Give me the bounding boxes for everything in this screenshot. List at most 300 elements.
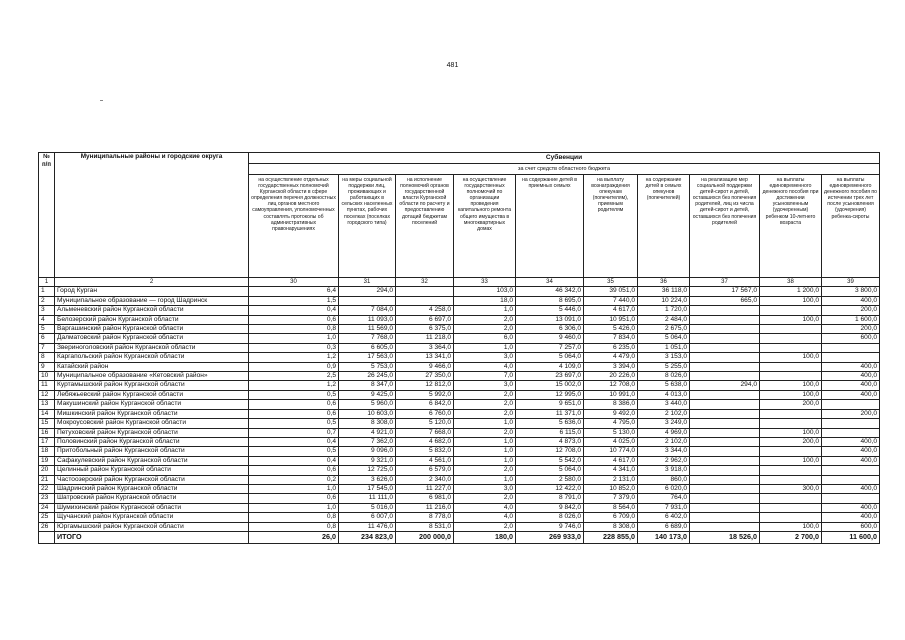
value-cell: 6 115,0 xyxy=(516,428,584,437)
row-number: 20 xyxy=(39,466,55,475)
value-cell: 9 096,0 xyxy=(339,447,396,456)
region-name: Юргамышский район Курганской области xyxy=(55,522,249,531)
value-cell: 200,0 xyxy=(822,306,880,315)
value-cell: 11 093,0 xyxy=(339,315,396,324)
value-cell: 3 364,0 xyxy=(396,343,454,352)
value-cell xyxy=(690,362,760,371)
value-cell: 1,0 xyxy=(454,343,516,352)
value-cell: 1,2 xyxy=(249,353,339,362)
row-number: 10 xyxy=(39,372,55,381)
value-cell: 2,0 xyxy=(454,409,516,418)
column-number: 35 xyxy=(584,278,638,287)
table-row xyxy=(39,390,880,399)
value-cell: 200,0 xyxy=(760,400,822,409)
value-cell: 0,9 xyxy=(249,362,339,371)
value-cell: 7 440,0 xyxy=(584,296,638,305)
value-cell: 0,6 xyxy=(249,409,339,418)
value-cell: 0,2 xyxy=(249,475,339,484)
value-cell: 17 545,0 xyxy=(339,484,396,493)
value-cell: 3 918,0 xyxy=(638,466,690,475)
value-cell: 39 051,0 xyxy=(584,287,638,296)
region-name: Каргапольский район Курганской области xyxy=(55,353,249,362)
value-cell: 11 111,0 xyxy=(339,494,396,503)
value-cell xyxy=(760,466,822,475)
value-cell xyxy=(690,409,760,418)
column-number: 30 xyxy=(249,278,339,287)
row-number: 12 xyxy=(39,390,55,399)
row-number: 16 xyxy=(39,428,55,437)
scan-speck xyxy=(100,100,103,101)
value-cell: 400,0 xyxy=(822,484,880,493)
value-cell xyxy=(760,494,822,503)
total-empty-cell xyxy=(39,531,55,543)
header-subsidies: Субвенции xyxy=(249,153,880,164)
row-number: 14 xyxy=(39,409,55,418)
value-cell: 2 675,0 xyxy=(638,325,690,334)
value-cell: 6 402,0 xyxy=(638,513,690,522)
value-cell: 5 992,0 xyxy=(396,390,454,399)
value-cell xyxy=(760,372,822,381)
value-cell: 8 347,0 xyxy=(339,381,396,390)
table-row xyxy=(39,475,880,484)
table-row xyxy=(39,381,880,390)
value-cell: 665,0 xyxy=(690,296,760,305)
column-number: 34 xyxy=(516,278,584,287)
value-cell: 11 371,0 xyxy=(516,409,584,418)
region-name: Звериноголовский район Курганской области xyxy=(55,343,249,352)
table-row xyxy=(39,522,880,531)
region-name: Щучанский район Курганской области xyxy=(55,513,249,522)
value-cell: 400,0 xyxy=(822,503,880,512)
table-row xyxy=(39,334,880,343)
row-number: 19 xyxy=(39,456,55,465)
region-name: Целинный район Курганской области xyxy=(55,466,249,475)
value-cell xyxy=(690,494,760,503)
table-row xyxy=(39,353,880,362)
value-cell xyxy=(690,353,760,362)
value-cell: 5 064,0 xyxy=(516,466,584,475)
value-cell: 1,0 xyxy=(454,456,516,465)
value-cell: 7,0 xyxy=(454,372,516,381)
value-cell: 0,5 xyxy=(249,419,339,428)
value-cell: 2,0 xyxy=(454,325,516,334)
value-cell: 3,0 xyxy=(454,484,516,493)
value-cell: 23 697,0 xyxy=(516,372,584,381)
table-row xyxy=(39,343,880,352)
value-cell: 100,0 xyxy=(760,522,822,531)
value-cell: 1 200,0 xyxy=(760,287,822,296)
value-cell: 400,0 xyxy=(822,372,880,381)
value-cell: 8 386,0 xyxy=(584,400,638,409)
table-row xyxy=(39,372,880,381)
value-cell: 0,7 xyxy=(249,428,339,437)
table-row xyxy=(39,456,880,465)
header-region: Муниципальные районы и городские округа xyxy=(55,153,249,278)
value-cell: 1,0 xyxy=(249,484,339,493)
region-name: Муниципальное образование «Кетовский район» xyxy=(55,372,249,381)
column-header: на реализацию мер социальной поддержки детей-сирот и детей, оставшихся без попечения родителей, лиц из числа детей-сирот и детей, оставшихся без попечения родителей xyxy=(690,175,760,278)
value-cell: 1,0 xyxy=(249,334,339,343)
value-cell: 6,4 xyxy=(249,287,339,296)
region-name: Город Курган xyxy=(55,287,249,296)
value-cell: 5 120,0 xyxy=(396,419,454,428)
value-cell: 2,0 xyxy=(454,390,516,399)
value-cell: 9 842,0 xyxy=(516,503,584,512)
total-value: 2 700,0 xyxy=(760,531,822,543)
column-number: 38 xyxy=(760,278,822,287)
total-label: ИТОГО xyxy=(55,531,249,543)
row-number: 13 xyxy=(39,400,55,409)
value-cell xyxy=(690,522,760,531)
value-cell: 4 013,0 xyxy=(638,390,690,399)
region-name: Белозерский район Курганской области xyxy=(55,315,249,324)
total-value: 200 000,0 xyxy=(396,531,454,543)
table-row xyxy=(39,428,880,437)
value-cell: 600,0 xyxy=(822,334,880,343)
value-cell: 9 460,0 xyxy=(516,334,584,343)
value-cell: 20 226,0 xyxy=(584,372,638,381)
value-cell: 2 580,0 xyxy=(516,475,584,484)
column-header: на выплаты единовременного денежного пособия по истечении трех лет после усыновления (удочерения) ребенка-сироты xyxy=(822,175,880,278)
value-cell: 100,0 xyxy=(760,456,822,465)
value-cell: 5 542,0 xyxy=(516,456,584,465)
value-cell: 4 341,0 xyxy=(584,466,638,475)
region-name: Притобольный район Курганской области xyxy=(55,447,249,456)
value-cell xyxy=(690,390,760,399)
value-cell: 18,0 xyxy=(454,296,516,305)
value-cell xyxy=(822,494,880,503)
value-cell: 4 258,0 xyxy=(396,306,454,315)
row-number: 24 xyxy=(39,503,55,512)
value-cell: 0,5 xyxy=(249,390,339,399)
table-row xyxy=(39,437,880,446)
total-value: 234 823,0 xyxy=(339,531,396,543)
column-header: на выплату вознаграждения опекунам (попечителям), приемным родителям xyxy=(584,175,638,278)
row-number: 2 xyxy=(39,296,55,305)
value-cell: 3 626,0 xyxy=(339,475,396,484)
region-name: Альменевский район Курганской области xyxy=(55,306,249,315)
value-cell xyxy=(690,437,760,446)
table-row xyxy=(39,315,880,324)
value-cell xyxy=(822,466,880,475)
value-cell xyxy=(822,353,880,362)
column-number: 31 xyxy=(339,278,396,287)
value-cell: 3 440,0 xyxy=(638,400,690,409)
column-header: на выплаты единовременного денежного пособия при достижении усыновленным (удочеренным) ребенком 10-летнего возраста xyxy=(760,175,822,278)
value-cell xyxy=(690,325,760,334)
value-cell: 10 852,0 xyxy=(584,484,638,493)
value-cell: 7 084,0 xyxy=(339,306,396,315)
value-cell: 6 306,0 xyxy=(516,325,584,334)
value-cell: 46 342,0 xyxy=(516,287,584,296)
value-cell: 2,0 xyxy=(454,315,516,324)
value-cell: 2,0 xyxy=(454,400,516,409)
value-cell: 9 425,0 xyxy=(339,390,396,399)
value-cell: 100,0 xyxy=(760,381,822,390)
table-row xyxy=(39,409,880,418)
value-cell: 2 102,0 xyxy=(638,437,690,446)
value-cell: 27 350,0 xyxy=(396,372,454,381)
region-name: Сафакулевский район Курганской области xyxy=(55,456,249,465)
value-cell: 7 257,0 xyxy=(516,343,584,352)
value-cell xyxy=(822,400,880,409)
value-cell xyxy=(822,428,880,437)
region-name: Частоозерский район Курганской области xyxy=(55,475,249,484)
value-cell: 0,6 xyxy=(249,400,339,409)
value-cell: 4,0 xyxy=(454,503,516,512)
value-cell: 0,8 xyxy=(249,522,339,531)
column-number: 1 xyxy=(39,278,55,287)
value-cell: 6 579,0 xyxy=(396,466,454,475)
row-number: 6 xyxy=(39,334,55,343)
value-cell: 2,5 xyxy=(249,372,339,381)
value-cell: 4 795,0 xyxy=(584,419,638,428)
value-cell xyxy=(760,503,822,512)
value-cell: 4,0 xyxy=(454,513,516,522)
value-cell: 200,0 xyxy=(760,437,822,446)
region-name: Куртамышский район Курганской области xyxy=(55,381,249,390)
value-cell: 2 131,0 xyxy=(584,475,638,484)
value-cell: 7 768,0 xyxy=(339,334,396,343)
value-cell: 26 245,0 xyxy=(339,372,396,381)
value-cell: 11 569,0 xyxy=(339,325,396,334)
subsidies-table xyxy=(38,152,880,544)
region-name: Шадринский район Курганской области xyxy=(55,484,249,493)
table-row xyxy=(39,419,880,428)
row-number: 1 xyxy=(39,287,55,296)
column-number: 32 xyxy=(396,278,454,287)
value-cell: 3 344,0 xyxy=(638,447,690,456)
value-cell: 8 564,0 xyxy=(584,503,638,512)
value-cell: 3 153,0 xyxy=(638,353,690,362)
value-cell: 13 091,0 xyxy=(516,315,584,324)
value-cell: 5 636,0 xyxy=(516,419,584,428)
value-cell: 11 476,0 xyxy=(339,522,396,531)
value-cell: 11 218,0 xyxy=(396,334,454,343)
value-cell: 12 812,0 xyxy=(396,381,454,390)
value-cell xyxy=(690,419,760,428)
value-cell: 10 991,0 xyxy=(584,390,638,399)
value-cell: 12 708,0 xyxy=(584,381,638,390)
value-cell: 1 051,0 xyxy=(638,343,690,352)
value-cell: 5 064,0 xyxy=(638,334,690,343)
value-cell: 3 394,0 xyxy=(584,362,638,371)
value-cell xyxy=(760,306,822,315)
value-cell: 100,0 xyxy=(760,428,822,437)
row-number: 7 xyxy=(39,343,55,352)
value-cell xyxy=(760,343,822,352)
table-row xyxy=(39,362,880,371)
value-cell xyxy=(760,409,822,418)
value-cell: 400,0 xyxy=(822,362,880,371)
value-cell: 1,0 xyxy=(454,475,516,484)
value-cell: 1,0 xyxy=(454,306,516,315)
column-header: на исполнение полномочий органов государственной власти Курганской области по расчету и предоставлению дотаций бюджетам поселений xyxy=(396,175,454,278)
row-number: 11 xyxy=(39,381,55,390)
value-cell xyxy=(822,343,880,352)
value-cell: 8 308,0 xyxy=(339,419,396,428)
region-name: Макушинский район Курганской области xyxy=(55,400,249,409)
value-cell: 764,0 xyxy=(638,494,690,503)
region-name: Муниципальное образование — город Шадринск xyxy=(55,296,249,305)
value-cell xyxy=(690,315,760,324)
region-name: Мокроусовский район Курганской области xyxy=(55,419,249,428)
value-cell: 5 064,0 xyxy=(516,353,584,362)
table-row xyxy=(39,325,880,334)
value-cell: 6 020,0 xyxy=(638,484,690,493)
value-cell: 8 026,0 xyxy=(516,513,584,522)
value-cell: 294,0 xyxy=(690,381,760,390)
value-cell xyxy=(690,484,760,493)
total-value: 18 526,0 xyxy=(690,531,760,543)
value-cell xyxy=(339,296,396,305)
value-cell: 0,3 xyxy=(249,343,339,352)
table-row xyxy=(39,447,880,456)
row-number: 9 xyxy=(39,362,55,371)
value-cell: 100,0 xyxy=(760,315,822,324)
value-cell xyxy=(760,475,822,484)
value-cell: 2,0 xyxy=(454,466,516,475)
column-number: 33 xyxy=(454,278,516,287)
value-cell xyxy=(690,343,760,352)
value-cell: 5 426,0 xyxy=(584,325,638,334)
value-cell: 2 340,0 xyxy=(396,475,454,484)
value-cell: 2,0 xyxy=(454,522,516,531)
value-cell xyxy=(822,419,880,428)
value-cell: 2,0 xyxy=(454,494,516,503)
value-cell: 0,4 xyxy=(249,456,339,465)
value-cell: 10 224,0 xyxy=(638,296,690,305)
value-cell: 103,0 xyxy=(454,287,516,296)
value-cell: 400,0 xyxy=(822,447,880,456)
value-cell: 1,5 xyxy=(249,296,339,305)
value-cell xyxy=(690,428,760,437)
value-cell: 4 873,0 xyxy=(516,437,584,446)
total-value: 140 173,0 xyxy=(638,531,690,543)
value-cell: 600,0 xyxy=(822,522,880,531)
value-cell: 12 725,0 xyxy=(339,466,396,475)
row-number: 26 xyxy=(39,522,55,531)
value-cell: 3 249,0 xyxy=(638,419,690,428)
page-number: 481 xyxy=(446,62,459,69)
value-cell xyxy=(760,334,822,343)
value-cell: 400,0 xyxy=(822,456,880,465)
value-cell: 6 689,0 xyxy=(638,522,690,531)
column-header: на содержание детей в приемных семьях xyxy=(516,175,584,278)
value-cell: 12 708,0 xyxy=(516,447,584,456)
table-row xyxy=(39,513,880,522)
value-cell: 200,0 xyxy=(822,325,880,334)
value-cell: 8 791,0 xyxy=(516,494,584,503)
value-cell: 400,0 xyxy=(822,296,880,305)
column-header: на осуществление государственных полномочий по организации проведения капитального ремонта общего имущества в многоквартирных домах xyxy=(454,175,516,278)
value-cell: 100,0 xyxy=(760,390,822,399)
value-cell: 6 981,0 xyxy=(396,494,454,503)
value-cell: 5 753,0 xyxy=(339,362,396,371)
value-cell: 17 563,0 xyxy=(339,353,396,362)
value-cell: 9 651,0 xyxy=(516,400,584,409)
value-cell: 300,0 xyxy=(760,484,822,493)
value-cell: 15 002,0 xyxy=(516,381,584,390)
value-cell: 6 605,0 xyxy=(339,343,396,352)
value-cell: 10 951,0 xyxy=(584,315,638,324)
value-cell: 11 227,0 xyxy=(396,484,454,493)
column-header: на меры социальной поддержки лиц, проживающих и работающих в сельских населенных пунктах, рабочих поселках (поселках городского типа) xyxy=(339,175,396,278)
value-cell: 0,4 xyxy=(249,437,339,446)
value-cell xyxy=(760,447,822,456)
table-row xyxy=(39,296,880,305)
value-cell: 860,0 xyxy=(638,475,690,484)
value-cell: 1,0 xyxy=(454,447,516,456)
table-row xyxy=(39,306,880,315)
value-cell xyxy=(690,400,760,409)
value-cell: 3,0 xyxy=(454,381,516,390)
column-header: на осуществление отдельных государственных полномочий Курганской области в сфере определения перечня должностных лиц органов местного самоуправления, уполномоченных составлять протоколы об административных правонарушениях xyxy=(249,175,339,278)
value-cell xyxy=(760,419,822,428)
row-number: 4 xyxy=(39,315,55,324)
row-number: 23 xyxy=(39,494,55,503)
value-cell: 0,6 xyxy=(249,466,339,475)
header-num: № п/п xyxy=(39,153,55,278)
value-cell xyxy=(760,513,822,522)
column-number: 37 xyxy=(690,278,760,287)
value-cell: 6 842,0 xyxy=(396,400,454,409)
value-cell: 6 375,0 xyxy=(396,325,454,334)
value-cell: 9 746,0 xyxy=(516,522,584,531)
value-cell: 100,0 xyxy=(760,353,822,362)
row-number: 18 xyxy=(39,447,55,456)
region-name: Далматовский район Курганской области xyxy=(55,334,249,343)
value-cell: 200,0 xyxy=(822,409,880,418)
value-cell: 9 321,0 xyxy=(339,456,396,465)
value-cell: 4 025,0 xyxy=(584,437,638,446)
value-cell: 7 379,0 xyxy=(584,494,638,503)
value-cell: 7 362,0 xyxy=(339,437,396,446)
value-cell: 1,0 xyxy=(454,437,516,446)
value-cell: 8 026,0 xyxy=(638,372,690,381)
value-cell: 9 466,0 xyxy=(396,362,454,371)
value-cell xyxy=(760,325,822,334)
row-number: 3 xyxy=(39,306,55,315)
value-cell: 6 709,0 xyxy=(584,513,638,522)
value-cell: 13 341,0 xyxy=(396,353,454,362)
value-cell: 2 962,0 xyxy=(638,456,690,465)
value-cell xyxy=(690,466,760,475)
value-cell: 8 308,0 xyxy=(584,522,638,531)
value-cell: 7 668,0 xyxy=(396,428,454,437)
value-cell: 17 567,0 xyxy=(690,287,760,296)
value-cell: 2 102,0 xyxy=(638,409,690,418)
row-number: 17 xyxy=(39,437,55,446)
value-cell: 0,6 xyxy=(249,494,339,503)
value-cell: 1,0 xyxy=(454,419,516,428)
region-name: Петуховский район Курганской области xyxy=(55,428,249,437)
table-row xyxy=(39,494,880,503)
value-cell: 5 960,0 xyxy=(339,400,396,409)
value-cell: 1,0 xyxy=(249,503,339,512)
value-cell: 8 778,0 xyxy=(396,513,454,522)
table-row xyxy=(39,466,880,475)
column-number: 2 xyxy=(55,278,249,287)
value-cell: 7 834,0 xyxy=(584,334,638,343)
value-cell: 9 492,0 xyxy=(584,409,638,418)
total-row xyxy=(39,531,880,543)
value-cell: 4 921,0 xyxy=(339,428,396,437)
value-cell: 5 638,0 xyxy=(638,381,690,390)
value-cell xyxy=(690,475,760,484)
value-cell: 0,5 xyxy=(249,447,339,456)
column-header: на содержание детей в семьях опекунов (попечителей) xyxy=(638,175,690,278)
